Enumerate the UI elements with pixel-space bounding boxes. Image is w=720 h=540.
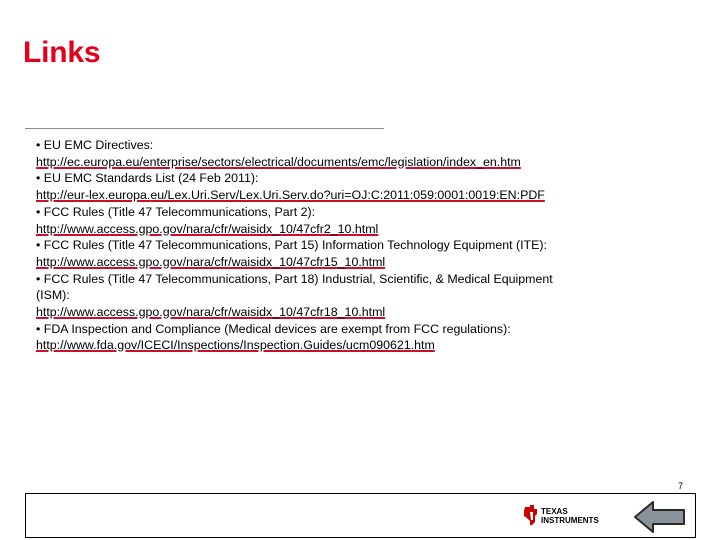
list-item-label: • FDA Inspection and Compliance (Medical devices are exempt from FCC regulations):	[36, 321, 511, 336]
page-number: 7	[677, 481, 683, 491]
fda-inspection-link[interactable]: http://www.fda.gov/ICECI/Inspections/Inspection.Guides/ucm090621.htm	[36, 338, 435, 353]
fcc-part18-link[interactable]: http://www.access.gpo.gov/nara/cfr/waisidx_10/47cfr18_10.html	[36, 305, 386, 320]
logo-line2: INSTRUMENTS	[541, 516, 599, 525]
list-item-label: • FCC Rules (Title 47 Telecommunications, Part 2):	[36, 204, 316, 219]
list-item-label: (ISM):	[36, 288, 70, 303]
back-arrow-icon	[635, 502, 684, 532]
ti-logo-icon	[521, 503, 613, 527]
list-item-label: • FCC Rules (Title 47 Telecommunications, Part 18) Industrial, Scientific, & Medical Equipment	[36, 271, 553, 286]
fcc-part2-link[interactable]: http://www.access.gpo.gov/nara/cfr/waisidx_10/47cfr2_10.html	[36, 221, 379, 236]
eu-emc-directives-link[interactable]: http://ec.europa.eu/enterprise/sectors/electrical/documents/emc/legislation/index_en.htm	[36, 154, 521, 169]
list-item-label: • FCC Rules (Title 47 Telecommunications, Part 15) Information Technology Equipment (ITE):	[36, 238, 547, 253]
logo-line1: TEXAS	[541, 507, 568, 516]
title-divider	[25, 128, 384, 129]
fcc-part15-link[interactable]: http://www.access.gpo.gov/nara/cfr/waisidx_10/47cfr15_10.html	[36, 254, 386, 269]
list-item-label: • EU EMC Directives:	[36, 138, 154, 152]
list-item-label: • EU EMC Standards List (24 Feb 2011):	[36, 171, 259, 186]
page-title: Links	[23, 36, 101, 69]
links-list	[36, 137, 676, 354]
back-button[interactable]	[633, 499, 687, 535]
eu-emc-standards-link[interactable]: http://eur-lex.europa.eu/Lex.Uri.Serv/Lex.Uri.Serv.do?uri=OJ:C:2011:059:0001:0019:EN:PDF	[36, 188, 545, 203]
